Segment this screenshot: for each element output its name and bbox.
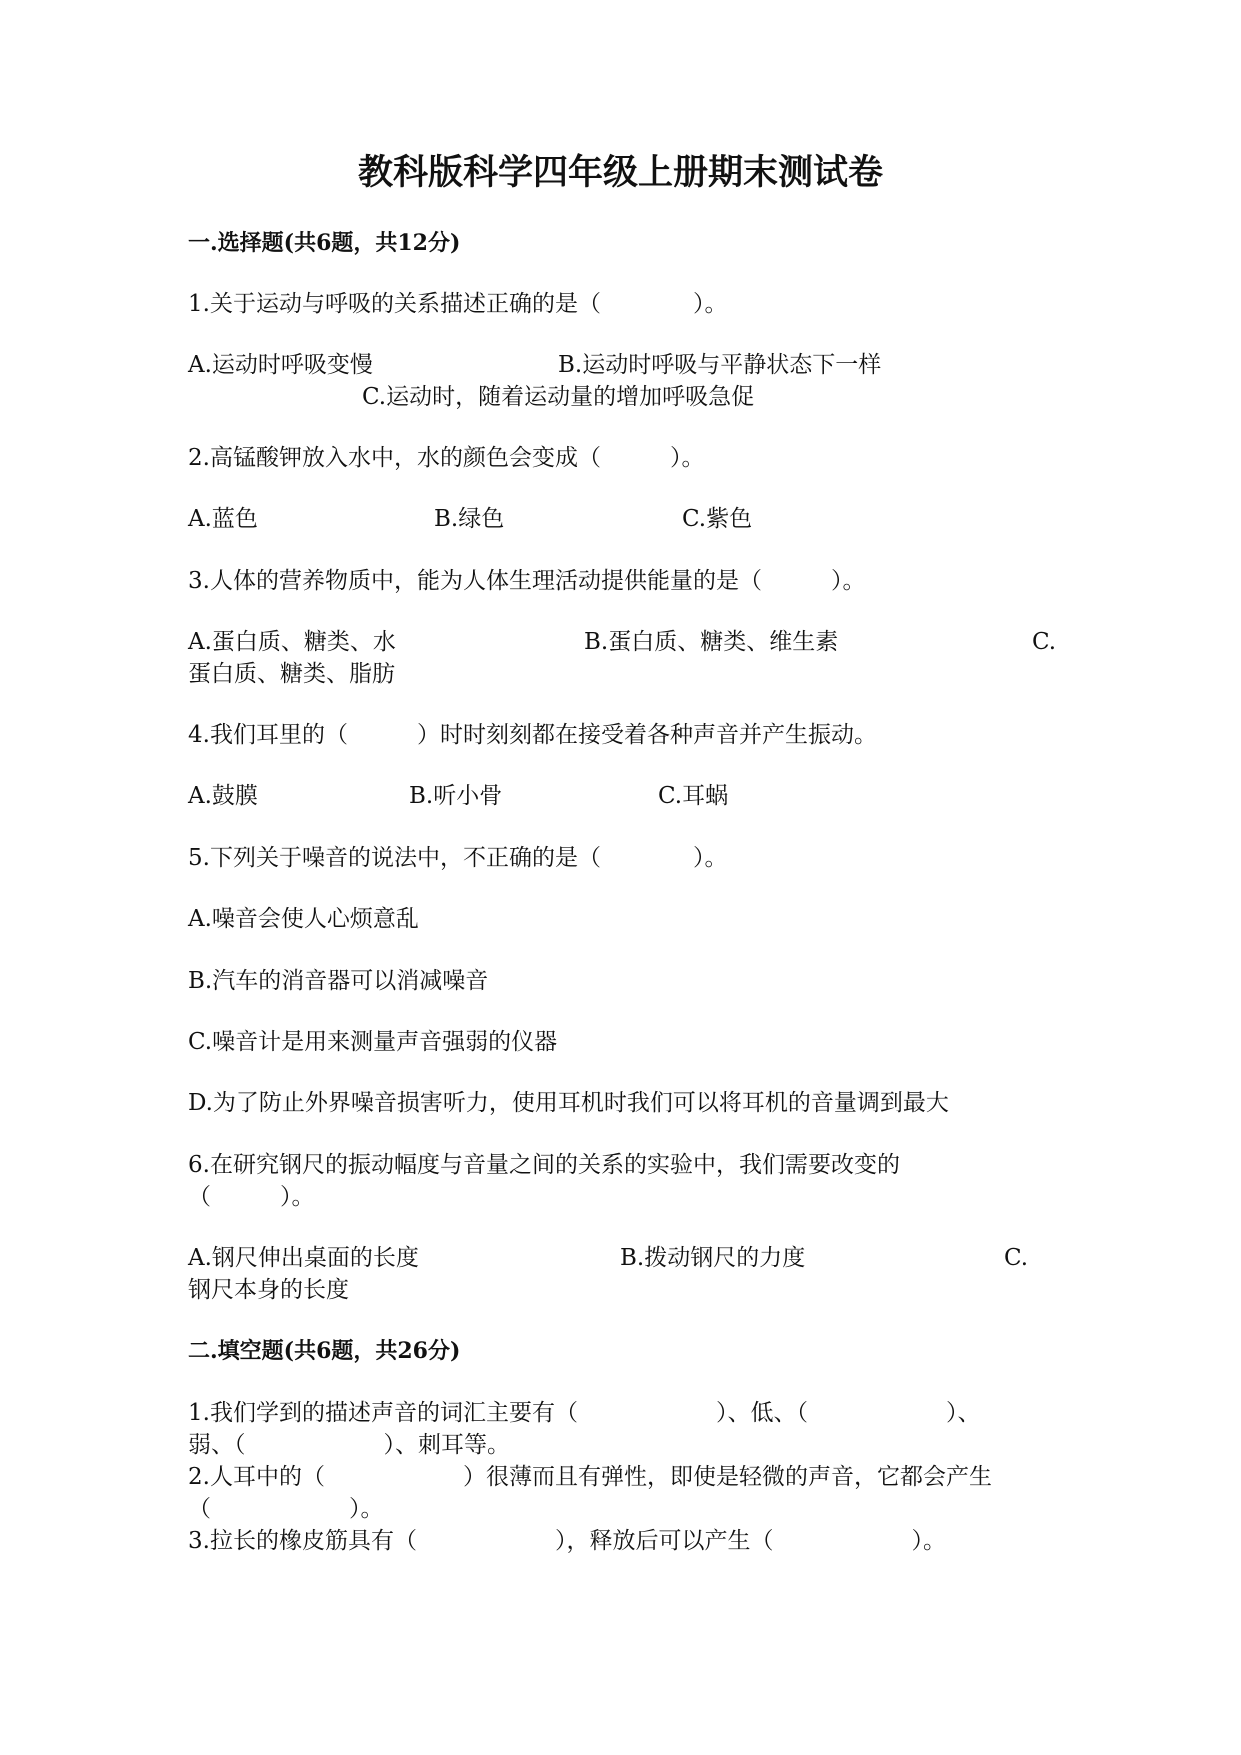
question-3-option-b: B.蛋白质、糖类、维生素	[584, 629, 839, 655]
question-4-option-b: B.听小骨	[409, 783, 503, 809]
question-6-option-b: B.拨动钢尺的力度	[620, 1245, 806, 1271]
question-6-stem-line2: （ ）。	[188, 1184, 315, 1210]
question-6-stem-line1: 6.在研究钢尺的振动幅度与音量之间的关系的实验中，我们需要改变的	[188, 1152, 900, 1178]
fill-question-2-line2: （ ）。	[188, 1496, 384, 1522]
question-1-option-a: A.运动时呼吸变慢	[188, 352, 373, 378]
question-4-option-c: C.耳蜗	[658, 783, 729, 809]
fill-question-2-line1: 2.人耳中的（ ）很薄而且有弹性，即使是轻微的声音，它都会产生	[188, 1464, 992, 1490]
fill-question-3: 3.拉长的橡皮筋具有（ ），释放后可以产生（ ）。	[188, 1528, 946, 1554]
question-3-option-c-label: C.	[1032, 629, 1057, 655]
question-4-option-a: A.鼓膜	[188, 783, 258, 809]
question-6-option-a: A.钢尺伸出桌面的长度	[188, 1245, 419, 1271]
question-3-option-a: A.蛋白质、糖类、水	[188, 629, 396, 655]
question-2-option-c: C.紫色	[682, 506, 753, 532]
question-5-option-d: D.为了防止外界噪音损害听力，使用耳机时我们可以将耳机的音量调到最大	[188, 1090, 949, 1116]
question-6-option-c-text: 钢尺本身的长度	[188, 1277, 349, 1303]
question-2-option-a: A.蓝色	[188, 506, 258, 532]
question-5-option-a: A.噪音会使人心烦意乱	[188, 906, 419, 932]
question-5-stem: 5.下列关于噪音的说法中，不正确的是（ ）。	[188, 845, 728, 871]
page-title: 教科版科学四年级上册期末测试卷	[357, 152, 883, 193]
question-1-option-b: B.运动时呼吸与平静状态下一样	[558, 352, 882, 378]
question-2-option-b: B.绿色	[434, 506, 505, 532]
section-heading-fill-blank: 二.填空题(共6题，共26分)	[188, 1338, 461, 1364]
question-3-option-c-text: 蛋白质、糖类、脂肪	[188, 661, 395, 687]
question-5-option-c: C.噪音计是用来测量声音强弱的仪器	[188, 1029, 558, 1055]
section-heading-choice: 一.选择题(共6题，共12分)	[188, 230, 461, 256]
fill-question-1-line2: 弱、（ ）、刺耳等。	[188, 1432, 510, 1458]
question-5-option-b: B.汽车的消音器可以消减噪音	[188, 968, 489, 994]
fill-question-1-line1: 1.我们学到的描述声音的词汇主要有（ ）、低、（ ）、	[188, 1400, 981, 1426]
question-1-stem: 1.关于运动与呼吸的关系描述正确的是（ ）。	[188, 291, 728, 317]
question-4-stem: 4.我们耳里的（ ）时时刻刻都在接受着各种声音并产生振动。	[188, 722, 877, 748]
question-3-stem: 3.人体的营养物质中，能为人体生理活动提供能量的是（ ）。	[188, 568, 866, 594]
question-2-stem: 2.高锰酸钾放入水中，水的颜色会变成（ ）。	[188, 445, 705, 471]
question-1-option-c: C.运动时，随着运动量的增加呼吸急促	[362, 384, 755, 410]
question-6-option-c-label: C.	[1004, 1245, 1029, 1271]
